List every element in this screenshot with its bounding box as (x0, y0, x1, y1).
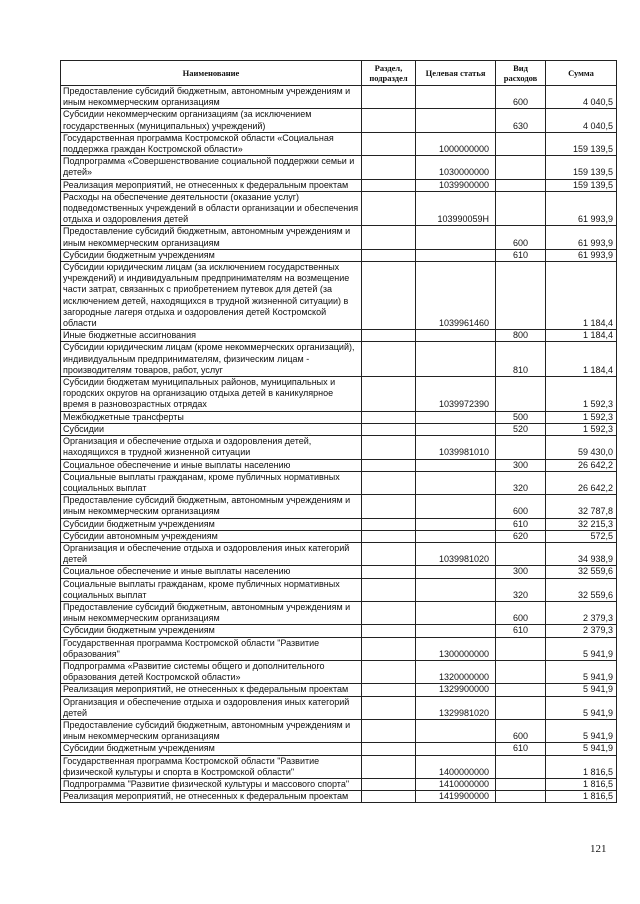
cell-section (362, 109, 416, 132)
cell-sum: 1 184,4 (546, 342, 617, 377)
cell-name: Государственная программа Костромской области "Развитие физической культуры и спорта в Костромской области" (61, 755, 362, 778)
table-row (61, 755, 617, 778)
cell-name: Организация и обеспечение отдыха и оздоровления иных категорий детей (61, 696, 362, 719)
cell-section (362, 696, 416, 719)
cell-type (496, 436, 546, 459)
cell-name: Предоставление субсидий бюджетным, автономным учреждениям и иным некоммерческим организациям (61, 719, 362, 742)
cell-section (362, 226, 416, 249)
cell-type: 620 (496, 530, 546, 542)
header-target: Целевая статья (416, 61, 496, 86)
cell-name: Субсидии некоммерческим организациям (за исключением государственных (муниципальных) учреждений) (61, 109, 362, 132)
cell-section (362, 86, 416, 109)
cell-target: 1410000000 (416, 778, 496, 790)
table-row (61, 249, 617, 261)
cell-name: Межбюджетные трансферты (61, 411, 362, 423)
cell-sum: 2 379,3 (546, 601, 617, 624)
table-row (61, 179, 617, 191)
cell-section (362, 542, 416, 565)
cell-name: Предоставление субсидий бюджетным, автономным учреждениям и иным некоммерческим организациям (61, 226, 362, 249)
cell-name: Субсидии бюджетным учреждениям (61, 518, 362, 530)
cell-target: 1039972390 (416, 377, 496, 412)
table-row (61, 226, 617, 249)
cell-target: 1419900000 (416, 791, 496, 803)
cell-name: Предоставление субсидий бюджетным, автономным учреждениям и иным некоммерческим организациям (61, 601, 362, 624)
cell-target (416, 86, 496, 109)
header-section: Раздел, подраздел (362, 61, 416, 86)
table-row (61, 459, 617, 471)
cell-target (416, 342, 496, 377)
table-row (61, 423, 617, 435)
cell-name: Организация и обеспечение отдыха и оздоровления иных категорий детей (61, 542, 362, 565)
table-row (61, 696, 617, 719)
cell-target (416, 471, 496, 494)
cell-name: Государственная программа Костромской области "Развитие образования" (61, 637, 362, 660)
cell-target: 1030000000 (416, 156, 496, 179)
cell-section (362, 625, 416, 637)
cell-section (362, 601, 416, 624)
cell-type: 600 (496, 719, 546, 742)
cell-target (416, 743, 496, 755)
cell-sum: 61 993,9 (546, 249, 617, 261)
cell-sum: 572,5 (546, 530, 617, 542)
cell-name: Подпрограмма «Развитие системы общего и дополнительного образования детей Костромской области» (61, 660, 362, 683)
table-row (61, 578, 617, 601)
cell-type (496, 377, 546, 412)
cell-type: 630 (496, 109, 546, 132)
cell-target (416, 411, 496, 423)
cell-name: Социальное обеспечение и иные выплаты населению (61, 459, 362, 471)
cell-sum: 59 430,0 (546, 436, 617, 459)
cell-sum: 1 592,3 (546, 377, 617, 412)
cell-target: 103990059Н (416, 191, 496, 226)
cell-section (362, 778, 416, 790)
table-row (61, 471, 617, 494)
cell-type: 610 (496, 625, 546, 637)
cell-name: Расходы на обеспечение деятельности (оказание услуг) подведомственных учреждений в области организации и обеспечения отдыха и оздоровления детей (61, 191, 362, 226)
cell-type: 800 (496, 330, 546, 342)
cell-name: Государственная программа Костромской области «Социальная поддержка граждан Костромской области» (61, 132, 362, 155)
table-row (61, 719, 617, 742)
cell-type: 500 (496, 411, 546, 423)
cell-target: 1320000000 (416, 660, 496, 683)
table-row (61, 778, 617, 790)
table-row (61, 109, 617, 132)
cell-sum: 1 592,3 (546, 411, 617, 423)
cell-type: 300 (496, 459, 546, 471)
cell-name: Организация и обеспечение отдыха и оздоровления детей, находящихся в трудной жизненной ситуации (61, 436, 362, 459)
table-row (61, 411, 617, 423)
table-row (61, 566, 617, 578)
cell-name: Субсидии бюджетным учреждениям (61, 249, 362, 261)
table-row (61, 625, 617, 637)
table-row (61, 377, 617, 412)
cell-type: 520 (496, 423, 546, 435)
cell-sum: 5 941,9 (546, 719, 617, 742)
cell-sum: 1 816,5 (546, 791, 617, 803)
table-row (61, 684, 617, 696)
budget-table (60, 60, 617, 803)
cell-sum: 2 379,3 (546, 625, 617, 637)
cell-name: Социальные выплаты гражданам, кроме публичных нормативных социальных выплат (61, 578, 362, 601)
cell-sum: 34 938,9 (546, 542, 617, 565)
table-row (61, 132, 617, 155)
cell-name: Субсидии бюджетным учреждениям (61, 625, 362, 637)
cell-section (362, 719, 416, 742)
table-row (61, 436, 617, 459)
cell-section (362, 578, 416, 601)
cell-type (496, 637, 546, 660)
cell-name: Реализация мероприятий, не отнесенных к федеральным проектам (61, 179, 362, 191)
cell-sum: 32 559,6 (546, 566, 617, 578)
cell-sum: 1 592,3 (546, 423, 617, 435)
cell-section (362, 377, 416, 412)
cell-name: Субсидии юридическим лицам (кроме некоммерческих организаций), индивидуальным предпринимателям, физическим лицам - производителям товаров, работ, услуг (61, 342, 362, 377)
cell-type: 600 (496, 86, 546, 109)
cell-section (362, 660, 416, 683)
cell-sum: 5 941,9 (546, 696, 617, 719)
cell-sum: 61 993,9 (546, 226, 617, 249)
cell-sum: 159 139,5 (546, 132, 617, 155)
cell-target: 1400000000 (416, 755, 496, 778)
cell-section (362, 436, 416, 459)
cell-sum: 1 816,5 (546, 778, 617, 790)
table-row (61, 518, 617, 530)
cell-sum: 5 941,9 (546, 684, 617, 696)
cell-section (362, 791, 416, 803)
cell-target (416, 109, 496, 132)
cell-type: 320 (496, 578, 546, 601)
cell-target: 1039961460 (416, 262, 496, 330)
cell-target (416, 625, 496, 637)
cell-target (416, 578, 496, 601)
cell-section (362, 191, 416, 226)
cell-target (416, 518, 496, 530)
cell-section (362, 518, 416, 530)
cell-sum: 1 184,4 (546, 262, 617, 330)
cell-target (416, 423, 496, 435)
cell-section (362, 530, 416, 542)
cell-name: Субсидии автономным учреждениям (61, 530, 362, 542)
cell-target (416, 601, 496, 624)
cell-target (416, 459, 496, 471)
cell-section (362, 330, 416, 342)
cell-type (496, 696, 546, 719)
cell-type: 810 (496, 342, 546, 377)
cell-name: Иные бюджетные ассигнования (61, 330, 362, 342)
cell-type (496, 660, 546, 683)
cell-sum: 159 139,5 (546, 179, 617, 191)
cell-target: 1000000000 (416, 132, 496, 155)
table-row (61, 530, 617, 542)
cell-section (362, 262, 416, 330)
cell-target: 1039981010 (416, 436, 496, 459)
cell-target (416, 495, 496, 518)
cell-section (362, 179, 416, 191)
table-row (61, 660, 617, 683)
cell-section (362, 566, 416, 578)
cell-target (416, 330, 496, 342)
cell-name: Субсидии бюджетам муниципальных районов, муниципальных и городских округов на организацию отдыха детей в каникулярное время в разновозрастных отрядах (61, 377, 362, 412)
table-row (61, 156, 617, 179)
cell-section (362, 471, 416, 494)
cell-sum: 5 941,9 (546, 637, 617, 660)
cell-section (362, 249, 416, 261)
cell-target (416, 566, 496, 578)
cell-type (496, 262, 546, 330)
cell-section (362, 637, 416, 660)
cell-target (416, 719, 496, 742)
cell-section (362, 132, 416, 155)
cell-name: Социальное обеспечение и иные выплаты населению (61, 566, 362, 578)
cell-target (416, 249, 496, 261)
cell-type: 600 (496, 226, 546, 249)
table-row (61, 262, 617, 330)
table-row (61, 342, 617, 377)
cell-sum: 1 184,4 (546, 330, 617, 342)
cell-name: Социальные выплаты гражданам, кроме публичных нормативных социальных выплат (61, 471, 362, 494)
cell-target (416, 530, 496, 542)
cell-type: 610 (496, 518, 546, 530)
cell-name: Субсидии бюджетным учреждениям (61, 743, 362, 755)
cell-section (362, 684, 416, 696)
cell-section (362, 743, 416, 755)
table-row (61, 743, 617, 755)
cell-section (362, 755, 416, 778)
cell-sum: 32 215,3 (546, 518, 617, 530)
table-row (61, 791, 617, 803)
cell-name: Реализация мероприятий, не отнесенных к федеральным проектам (61, 791, 362, 803)
cell-name: Предоставление субсидий бюджетным, автономным учреждениям и иным некоммерческим организациям (61, 86, 362, 109)
cell-sum: 1 816,5 (546, 755, 617, 778)
cell-type (496, 156, 546, 179)
cell-section (362, 423, 416, 435)
table-row (61, 495, 617, 518)
cell-type: 600 (496, 601, 546, 624)
cell-name: Субсидии (61, 423, 362, 435)
cell-sum: 26 642,2 (546, 471, 617, 494)
cell-name: Субсидии юридическим лицам (за исключением государственных учреждений) и индивидуальным предпринимателям на возмещение части затрат, связанных с приобретением путевок для детей (за исключением детей, находящихся в трудной жизненной ситуации) в загородные лагеря отдыха и оздоровления детей Костромской области (61, 262, 362, 330)
cell-name: Подпрограмма «Совершенствование социальной поддержки семьи и детей» (61, 156, 362, 179)
cell-type (496, 132, 546, 155)
cell-sum: 32 787,8 (546, 495, 617, 518)
cell-target: 1329900000 (416, 684, 496, 696)
cell-sum: 26 642,2 (546, 459, 617, 471)
header-sum: Сумма (546, 61, 617, 86)
table-body (61, 86, 617, 803)
cell-sum: 61 993,9 (546, 191, 617, 226)
cell-sum: 5 941,9 (546, 743, 617, 755)
cell-sum: 159 139,5 (546, 156, 617, 179)
cell-type (496, 179, 546, 191)
cell-type (496, 791, 546, 803)
cell-name: Подпрограмма "Развитие физической культуры и массового спорта" (61, 778, 362, 790)
cell-type (496, 684, 546, 696)
cell-type (496, 542, 546, 565)
cell-type: 610 (496, 249, 546, 261)
table-row (61, 86, 617, 109)
header-type: Вид расходов (496, 61, 546, 86)
cell-section (362, 342, 416, 377)
cell-target: 1039981020 (416, 542, 496, 565)
cell-target: 1329981020 (416, 696, 496, 719)
cell-name: Предоставление субсидий бюджетным, автономным учреждениям и иным некоммерческим организациям (61, 495, 362, 518)
cell-type: 610 (496, 743, 546, 755)
cell-target: 1300000000 (416, 637, 496, 660)
cell-name: Реализация мероприятий, не отнесенных к федеральным проектам (61, 684, 362, 696)
cell-type (496, 755, 546, 778)
cell-type: 600 (496, 495, 546, 518)
table-row (61, 330, 617, 342)
cell-target (416, 226, 496, 249)
cell-target: 1039900000 (416, 179, 496, 191)
cell-section (362, 411, 416, 423)
cell-section (362, 156, 416, 179)
cell-type: 300 (496, 566, 546, 578)
table-row (61, 191, 617, 226)
cell-sum: 5 941,9 (546, 660, 617, 683)
table-row (61, 637, 617, 660)
cell-type (496, 191, 546, 226)
table-header-row (61, 61, 617, 86)
table-row (61, 601, 617, 624)
header-name: Наименование (61, 61, 362, 86)
cell-sum: 4 040,5 (546, 86, 617, 109)
cell-sum: 4 040,5 (546, 109, 617, 132)
cell-type: 320 (496, 471, 546, 494)
cell-sum: 32 559,6 (546, 578, 617, 601)
document-page (60, 60, 616, 803)
cell-type (496, 778, 546, 790)
page-number: 121 (590, 843, 607, 855)
cell-section (362, 459, 416, 471)
cell-section (362, 495, 416, 518)
table-row (61, 542, 617, 565)
